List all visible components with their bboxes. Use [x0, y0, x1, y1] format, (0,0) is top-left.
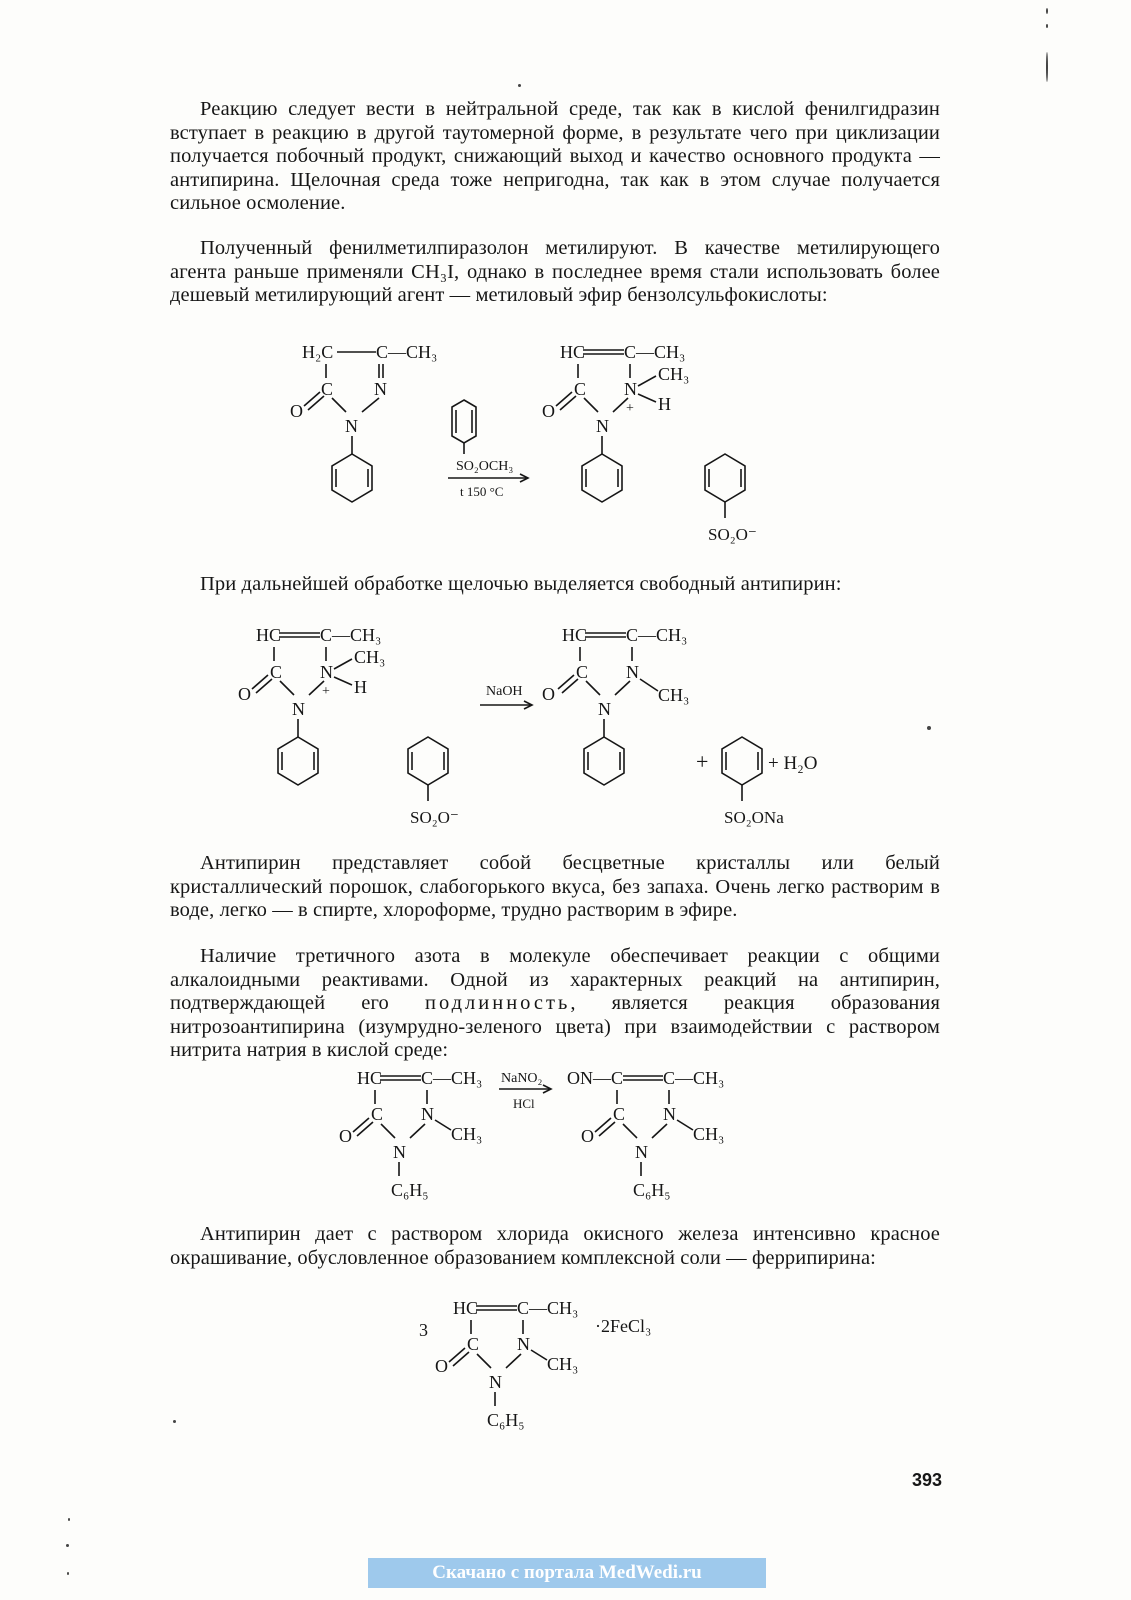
scan-speck: [1046, 52, 1048, 82]
hcl-label: HCl: [513, 1096, 535, 1111]
download-banner[interactable]: Скачано с портала MedWedi.ru: [368, 1558, 766, 1588]
nitroso-on-c: ON—C: [567, 1068, 624, 1088]
antipyrine-oxygen: O: [542, 684, 555, 704]
salt-anion: [408, 737, 459, 827]
benzenesulfonate-reagent: [448, 400, 528, 499]
ferri-c-ch3: C—CH₃: [517, 1298, 579, 1318]
product-c-ch3-label: C—CH₃: [624, 342, 686, 362]
antipyrine-ring-c: C: [576, 662, 589, 682]
product-methylated-salt: [542, 342, 689, 502]
methylation-scheme: [280, 332, 780, 562]
alkali-scheme: [230, 615, 870, 840]
antipyrine-c-ch3-label: C—CH₃: [626, 625, 688, 645]
paragraph-ferripyrine: Антипирин дает с раствором хлорида окисного железа интенсивно красное окрашивание, обусловленное образованием комплексной соли — феррипирина:: [170, 1223, 940, 1269]
antipyrine-hc-label: HC: [562, 625, 588, 645]
paragraph-alkali-treatment: При дальнейшей обработке щелочью выделяется свободный антипирин:: [200, 573, 842, 595]
nitroso-oxygen: O: [581, 1126, 594, 1146]
reactant-ring-c: C: [321, 379, 334, 399]
salt-h: H: [354, 677, 367, 697]
nitrosation-reactant: [339, 1068, 482, 1200]
salt-ring-n: N: [320, 662, 333, 682]
scan-speck: [68, 1518, 70, 1521]
reactant-n1: N: [345, 416, 358, 436]
water-label: + H₂O: [768, 753, 818, 774]
ferripyrine-scheme: [415, 1292, 675, 1442]
ferric-chloride-label: ·2FeCl₃: [595, 1316, 652, 1336]
product-n1: N: [596, 416, 609, 436]
nitro-reactant-ch3: CH₃: [451, 1124, 483, 1144]
product-h-on-n: H: [658, 394, 671, 414]
salt-ring-c: C: [270, 662, 283, 682]
product-n-plus: N: [624, 379, 637, 399]
ferri-ring-n: N: [517, 1334, 530, 1354]
nitro-reactant-c6h5: C₆H₅: [391, 1180, 429, 1200]
scan-speck: [927, 726, 931, 730]
ferri-ch3: CH₃: [547, 1354, 579, 1374]
naoh-label: NaOH: [486, 684, 523, 699]
nitroso-c-ch3: C—CH₃: [663, 1068, 725, 1088]
condition-temperature: t 150 °C: [460, 484, 504, 499]
p5-text-before: Наличие третичного азота в молекуле обеспечивает реакции с общими алкалоидными реактивами. Одной из характерных реакций на антипирин, подтверждающей его: [170, 945, 940, 1014]
product-ring-c: C: [574, 379, 587, 399]
anion-so2o-label: SO₂O⁻: [708, 525, 757, 544]
nitrosation-arrow: [499, 1071, 551, 1111]
nano2-label: NaNO₂: [501, 1071, 543, 1086]
salt-charge-plus: +: [322, 684, 330, 699]
antipyrine-n1: N: [598, 699, 611, 719]
ferri-oxygen: O: [435, 1356, 448, 1376]
salt-anion-label: SO₂O⁻: [410, 808, 459, 827]
nitro-reactant-ring-n: N: [421, 1104, 434, 1124]
scan-speck: [173, 1420, 176, 1423]
nitrosoantipyrine-product: [567, 1068, 724, 1200]
reactant-pyrazolone: [290, 342, 437, 502]
antipyrine-ring-n: N: [626, 662, 639, 682]
ferri-n1: N: [489, 1372, 502, 1392]
scan-speck: [518, 84, 521, 87]
nitroso-ring-c: C: [613, 1104, 626, 1124]
p5-text-after: , является реакция образования нитрозоантипирина (изумрудно-зеленого цвета) при взаимодействии с раствором нитрита натрия в кислой среде:: [170, 992, 941, 1061]
nitroso-ch3: CH₃: [693, 1124, 725, 1144]
product-oxygen: O: [542, 401, 555, 421]
salt-oxygen: O: [238, 684, 251, 704]
benzenesulfonate-anion: [705, 454, 757, 544]
nitro-reactant-n1: N: [393, 1142, 406, 1162]
scan-speck: [1046, 24, 1048, 28]
paragraph-neutral-medium: Реакцию следует вести в нейтральной среде, так как в кислой фенилгидразин вступает в реакцию в другой таутомерной форме, в результате чего при циклизации получается побочный продукт, снижающий выход и качество основного продукта — антипирина. Щелочная среда тоже непригодна, так как в этом случае получается сильное осмоление.: [170, 98, 940, 214]
antipyrine-n-ch3: CH₃: [658, 685, 690, 705]
salt-ch3: CH₃: [354, 647, 386, 667]
paragraph-antipyrine-properties: Антипирин представляет собой бесцветные кристаллы или белый кристаллический порошок, слабогорького вкуса, без запаха. Очень легко растворим в воде, легко — в спирте, хлороформе, трудно растворим в эфире.: [170, 852, 940, 921]
nitro-reactant-c-ch3: C—CH₃: [421, 1068, 483, 1088]
reagent-so2och3: SO₂OCH₃: [456, 459, 514, 474]
page-number: 393: [912, 1470, 943, 1490]
product-charge-plus: +: [626, 401, 634, 416]
paragraph-nitroso-reaction: [170, 945, 940, 1063]
salt-n1: N: [292, 699, 305, 719]
reactant-ring-n: N: [374, 379, 387, 399]
p5-spaced-word: подлинность: [424, 992, 571, 1014]
salt-c-ch3-label: C—CH₃: [320, 625, 382, 645]
reactant-h2c-label: H₂C: [302, 342, 334, 362]
paragraph-methylation: Полученный фенилметилпиразолон метилируют. В качестве метилирующего агента раньше применяли CH₃I, однако в последнее время стали использовать более дешевый метилирующий агент — метиловый эфир бензолсульфокислоты:: [170, 237, 940, 306]
nitroso-c6h5: C₆H₅: [633, 1180, 671, 1200]
nitrosation-scheme: [335, 1062, 755, 1212]
ferri-hc: HC: [453, 1298, 479, 1318]
nitro-reactant-oxygen: O: [339, 1126, 352, 1146]
nitroso-n1: N: [635, 1142, 648, 1162]
scan-speck: [66, 1544, 69, 1547]
plus-sign: +: [696, 749, 709, 774]
nitro-reactant-hc: HC: [357, 1068, 383, 1088]
antipyrine-product: [542, 625, 689, 785]
scan-speck: [1046, 8, 1048, 14]
coefficient-three: 3: [419, 1320, 428, 1340]
sodium-benzenesulfonate: [696, 737, 818, 827]
reactant-oxygen: O: [290, 401, 303, 421]
salt-hc-label: HC: [256, 625, 282, 645]
ferri-c6h5: C₆H₅: [487, 1410, 525, 1430]
naoh-arrow: [480, 684, 532, 709]
salt-reactant: [238, 625, 385, 785]
so2ona-label: SO₂ONa: [724, 808, 784, 827]
reactant-c-ch3-label: C—CH₃: [376, 342, 438, 362]
nitro-reactant-ring-c: C: [371, 1104, 384, 1124]
product-ch3-on-n: CH₃: [658, 364, 690, 384]
ferri-ring-c: C: [467, 1334, 480, 1354]
scan-speck: [67, 1572, 69, 1575]
nitroso-ring-n: N: [663, 1104, 676, 1124]
product-hc-label: HC: [560, 342, 586, 362]
